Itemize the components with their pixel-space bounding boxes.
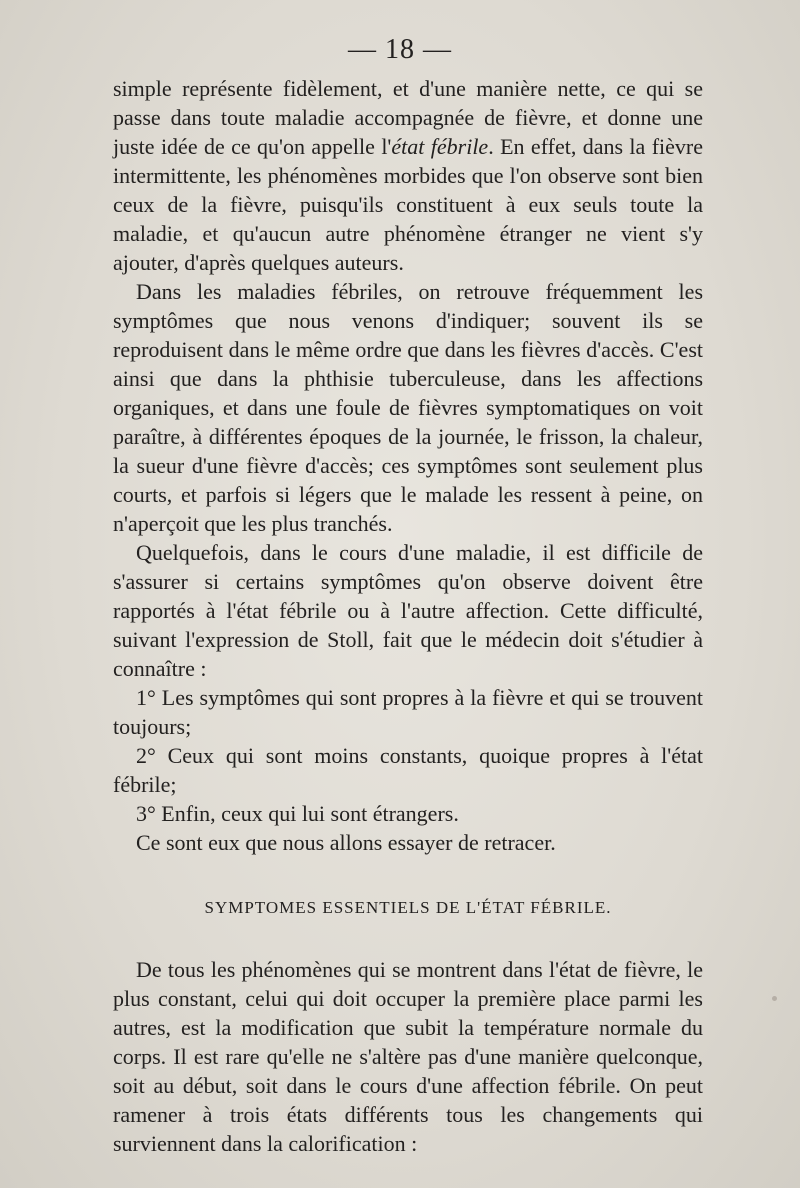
section-heading: SYMPTOMES ESSENTIELS DE L'ÉTAT FÉBRILE. — [204, 898, 612, 917]
italic-term: état fébrile — [391, 134, 489, 159]
paragraph-5: De tous les phénomènes qui se montrent dans l'état de fièvre, le plus constant, celui qui doit occuper la première place parmi les autres, est la modification que subit la température normale du corps. Il est rare qu'elle ne s'altère pas d'une manière quelconque, soit au début, soit dans le cours d'une affection fébrile. On peut ramener à trois états différents tous les changements qui surviennent dans la calorification : — [113, 957, 703, 1156]
paper-speck — [772, 996, 777, 1001]
paragraph-1 — [113, 74, 703, 277]
list-item-3: 3° Enfin, ceux qui lui sont étrangers. — [136, 801, 459, 826]
paragraph-2: Dans les maladies fébriles, on retrouve fréquemment les symptômes que nous venons d'indiquer; souvent ils se reproduisent dans le même ordre que dans les fièvres d'accès. C'est ainsi que dans la phthisie tuberculeuse, dans les affections organiques, et dans une foule de fièvres symptomatiques on voit paraître, à différentes époques de la journée, le frisson, la chaleur, la sueur d'une fièvre d'accès; ces symptômes sont seulement plus courts, et parfois si légers que le malade les ressent à peine, on n'aperçoit que les plus tranchés. — [113, 279, 703, 536]
list-item-1: 1° Les symptômes qui sont propres à la fièvre et qui se trouvent toujours; — [113, 685, 703, 739]
list-item-2: 2° Ceux qui sont moins constants, quoique propres à l'état fébrile; — [113, 743, 703, 797]
page-number: — 18 — — [348, 34, 452, 65]
paragraph-1-end: . En effet, dans la fièvre intermittente, les phénomènes morbides que l'on observe sont bien ceux de la fièvre, puisqu'ils constituent à eux seuls toute la maladie, et qu'aucun autre phénomène étranger ne vient s'y ajouter, d'après quelques auteurs. — [113, 134, 703, 275]
paragraph-3: Quelquefois, dans le cours d'une maladie, il est difficile de s'assurer si certains symptômes qu'on observe doivent être rapportés à l'état fébrile ou à l'autre affection. Cette difficulté, suivant l'expression de Stoll, fait que le médecin doit s'étudier à connaître : — [113, 540, 703, 681]
paragraph-1-start: simple représente fidèlement, et d'une manière nette, ce qui se passe dans toute maladie accompagnée de fièvre, et donne une juste idée de ce qu'on appelle l' — [113, 76, 703, 159]
page-body — [113, 74, 703, 1158]
paragraph-4: Ce sont eux que nous allons essayer de retracer. — [136, 830, 556, 855]
